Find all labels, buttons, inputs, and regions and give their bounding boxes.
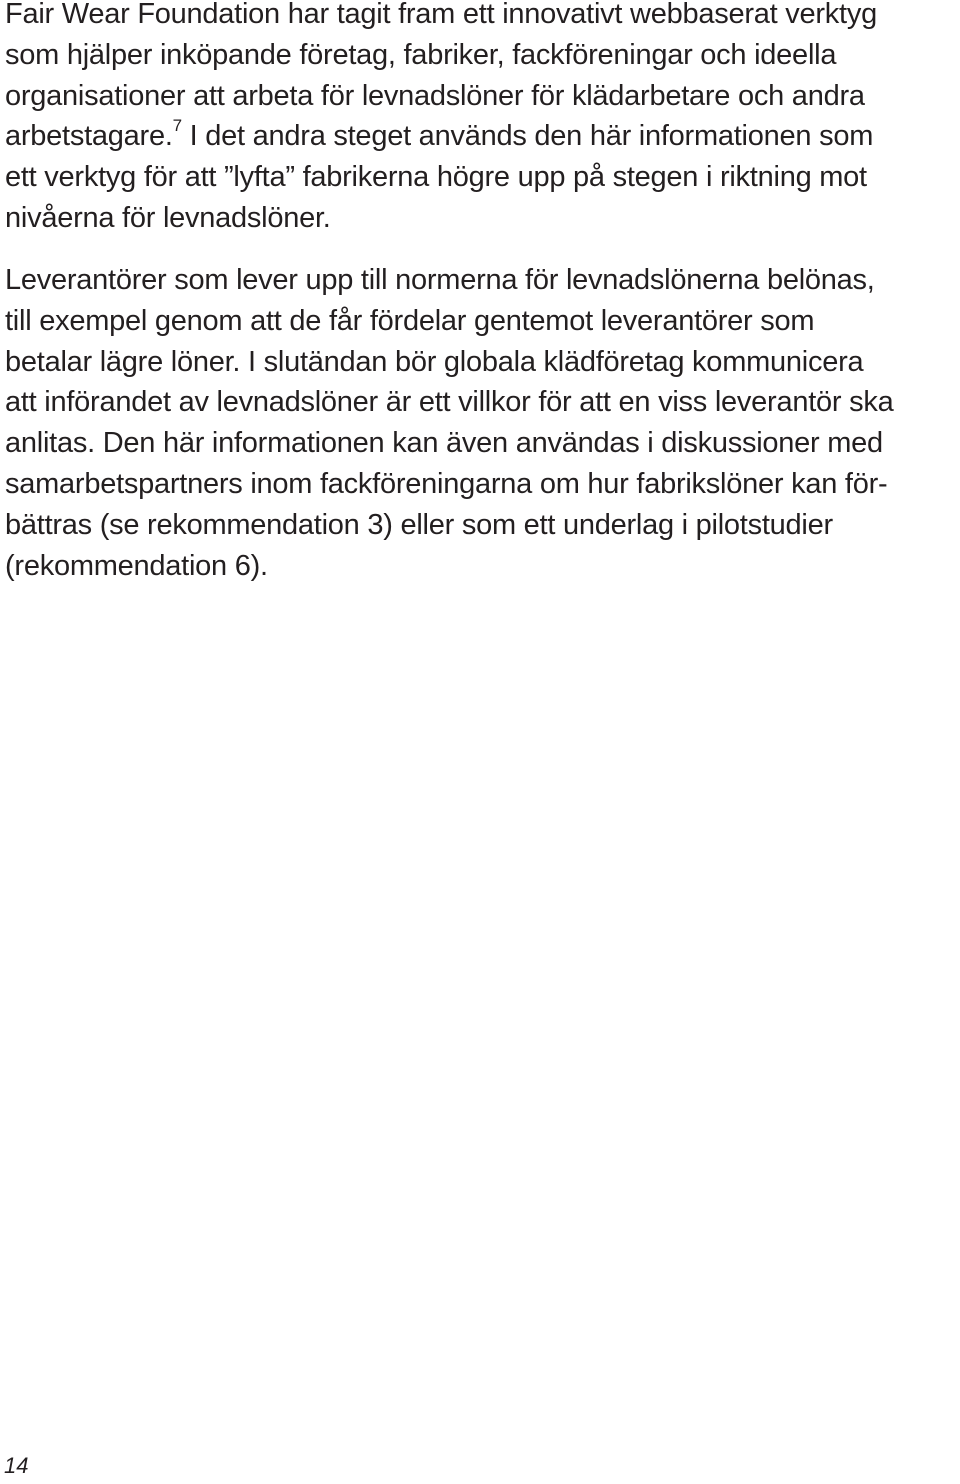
paragraph-1-line-2: som hjälper inköpande företag, fabriker, fackföreningar och ideella <box>5 38 837 71</box>
paragraph-2-line-2: till exempel genom att de får fördelar gentemot leverantörer som <box>5 304 815 337</box>
page-number: 14 <box>4 1453 29 1478</box>
paragraph-2 <box>5 260 957 586</box>
paragraph-2-line-3: betalar lägre löner. I slutändan bör globala klädföretag kommunicera <box>5 345 864 378</box>
paragraph-2-line-7: bättras (se rekommendation 3) eller som ett underlag i pilotstudier <box>5 508 833 541</box>
paragraph-1-line-3: organisationer att arbeta för levnadslöner för klädarbetare och andra <box>5 79 865 112</box>
paragraph-2-line-1: Leverantörer som lever upp till normerna för levnadslönerna belönas, <box>5 264 875 296</box>
paragraph-1-line-5: ett verktyg för att ”lyfta” fabrikerna högre upp på stegen i riktning mot <box>5 161 867 194</box>
paragraph-1 <box>5 0 957 239</box>
paragraph-2-line-6: samarbetspartners inom fackföreningarna om hur fabrikslöner kan för- <box>5 467 888 500</box>
paragraph-1-line-4-text-after: I det andra steget används den här informationen som <box>181 120 874 153</box>
footnote-reference[interactable]: 7 <box>172 115 182 135</box>
paragraph-1-line-4 <box>5 116 957 157</box>
paragraph-1-line-4-text-before: arbetstagare. <box>5 120 173 153</box>
paragraph-2-line-5: anlitas. Den här informationen kan även användas i diskussioner med <box>5 427 883 460</box>
paragraph-2-line-8: (rekommendation 6). <box>5 549 268 582</box>
paragraph-2-line-4: att införandet av levnadslöner är ett villkor för att en viss leverantör ska <box>5 386 894 419</box>
paragraph-1-line-6: nivåerna för levnadslöner. <box>5 201 331 234</box>
paragraph-1-line-1: Fair Wear Foundation har tagit fram ett innovativt webbaserat verktyg <box>5 0 877 30</box>
